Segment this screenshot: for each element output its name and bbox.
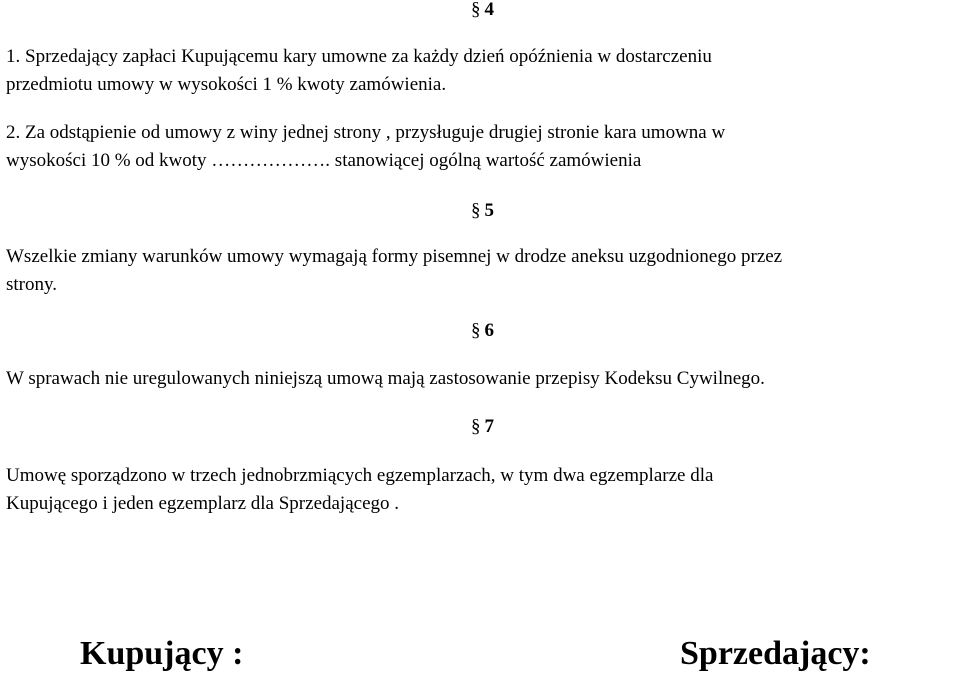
section-number: 4 <box>484 0 494 20</box>
amendments-clause-line-1: Wszelkie zmiany warunków umowy wymagają formy pisemnej w drodze aneksu uzgodnionego przez <box>6 246 783 267</box>
section-symbol: § <box>471 200 481 221</box>
section-symbol: § <box>471 320 481 341</box>
section-7-heading <box>471 415 494 439</box>
buyer-signature-label: Kupujący : <box>80 635 244 672</box>
section-4-heading <box>471 0 494 22</box>
section-symbol: § <box>471 416 481 437</box>
withdrawal-clause-line-1: 2. Za odstąpienie od umowy z winy jednej strony , przysługuje drugiej stronie kara umowna w <box>6 122 726 143</box>
civil-code-clause: W sprawach nie uregulowanych niniejszą umową mają zastosowanie przepisy Kodeksu Cywilnego. <box>6 368 765 389</box>
section-6-heading <box>471 319 494 343</box>
copies-clause-line-1: Umowę sporządzono w trzech jednobrzmiących egzemplarzach, w tym dwa egzemplarze dla <box>6 465 714 486</box>
withdrawal-clause-line-2: wysokości 10 % od kwoty ………………. stanowiącej ogólną wartość zamówienia <box>6 150 642 171</box>
amendments-clause-line-2: strony. <box>6 274 58 295</box>
section-number: 6 <box>484 320 494 341</box>
penalty-clause-line-1: 1. Sprzedający zapłaci Kupującemu kary umowne za każdy dzień opóźnienia w dostarczeniu <box>6 46 712 67</box>
copies-clause-line-2: Kupującego i jeden egzemplarz dla Sprzedającego . <box>6 493 400 514</box>
section-5-heading <box>471 199 494 223</box>
penalty-clause-line-2: przedmiotu umowy w wysokości 1 % kwoty zamówienia. <box>6 74 447 95</box>
section-symbol: § <box>471 0 481 20</box>
seller-signature-label: Sprzedający: <box>680 635 871 672</box>
section-number: 5 <box>484 200 494 221</box>
section-number: 7 <box>484 416 494 437</box>
